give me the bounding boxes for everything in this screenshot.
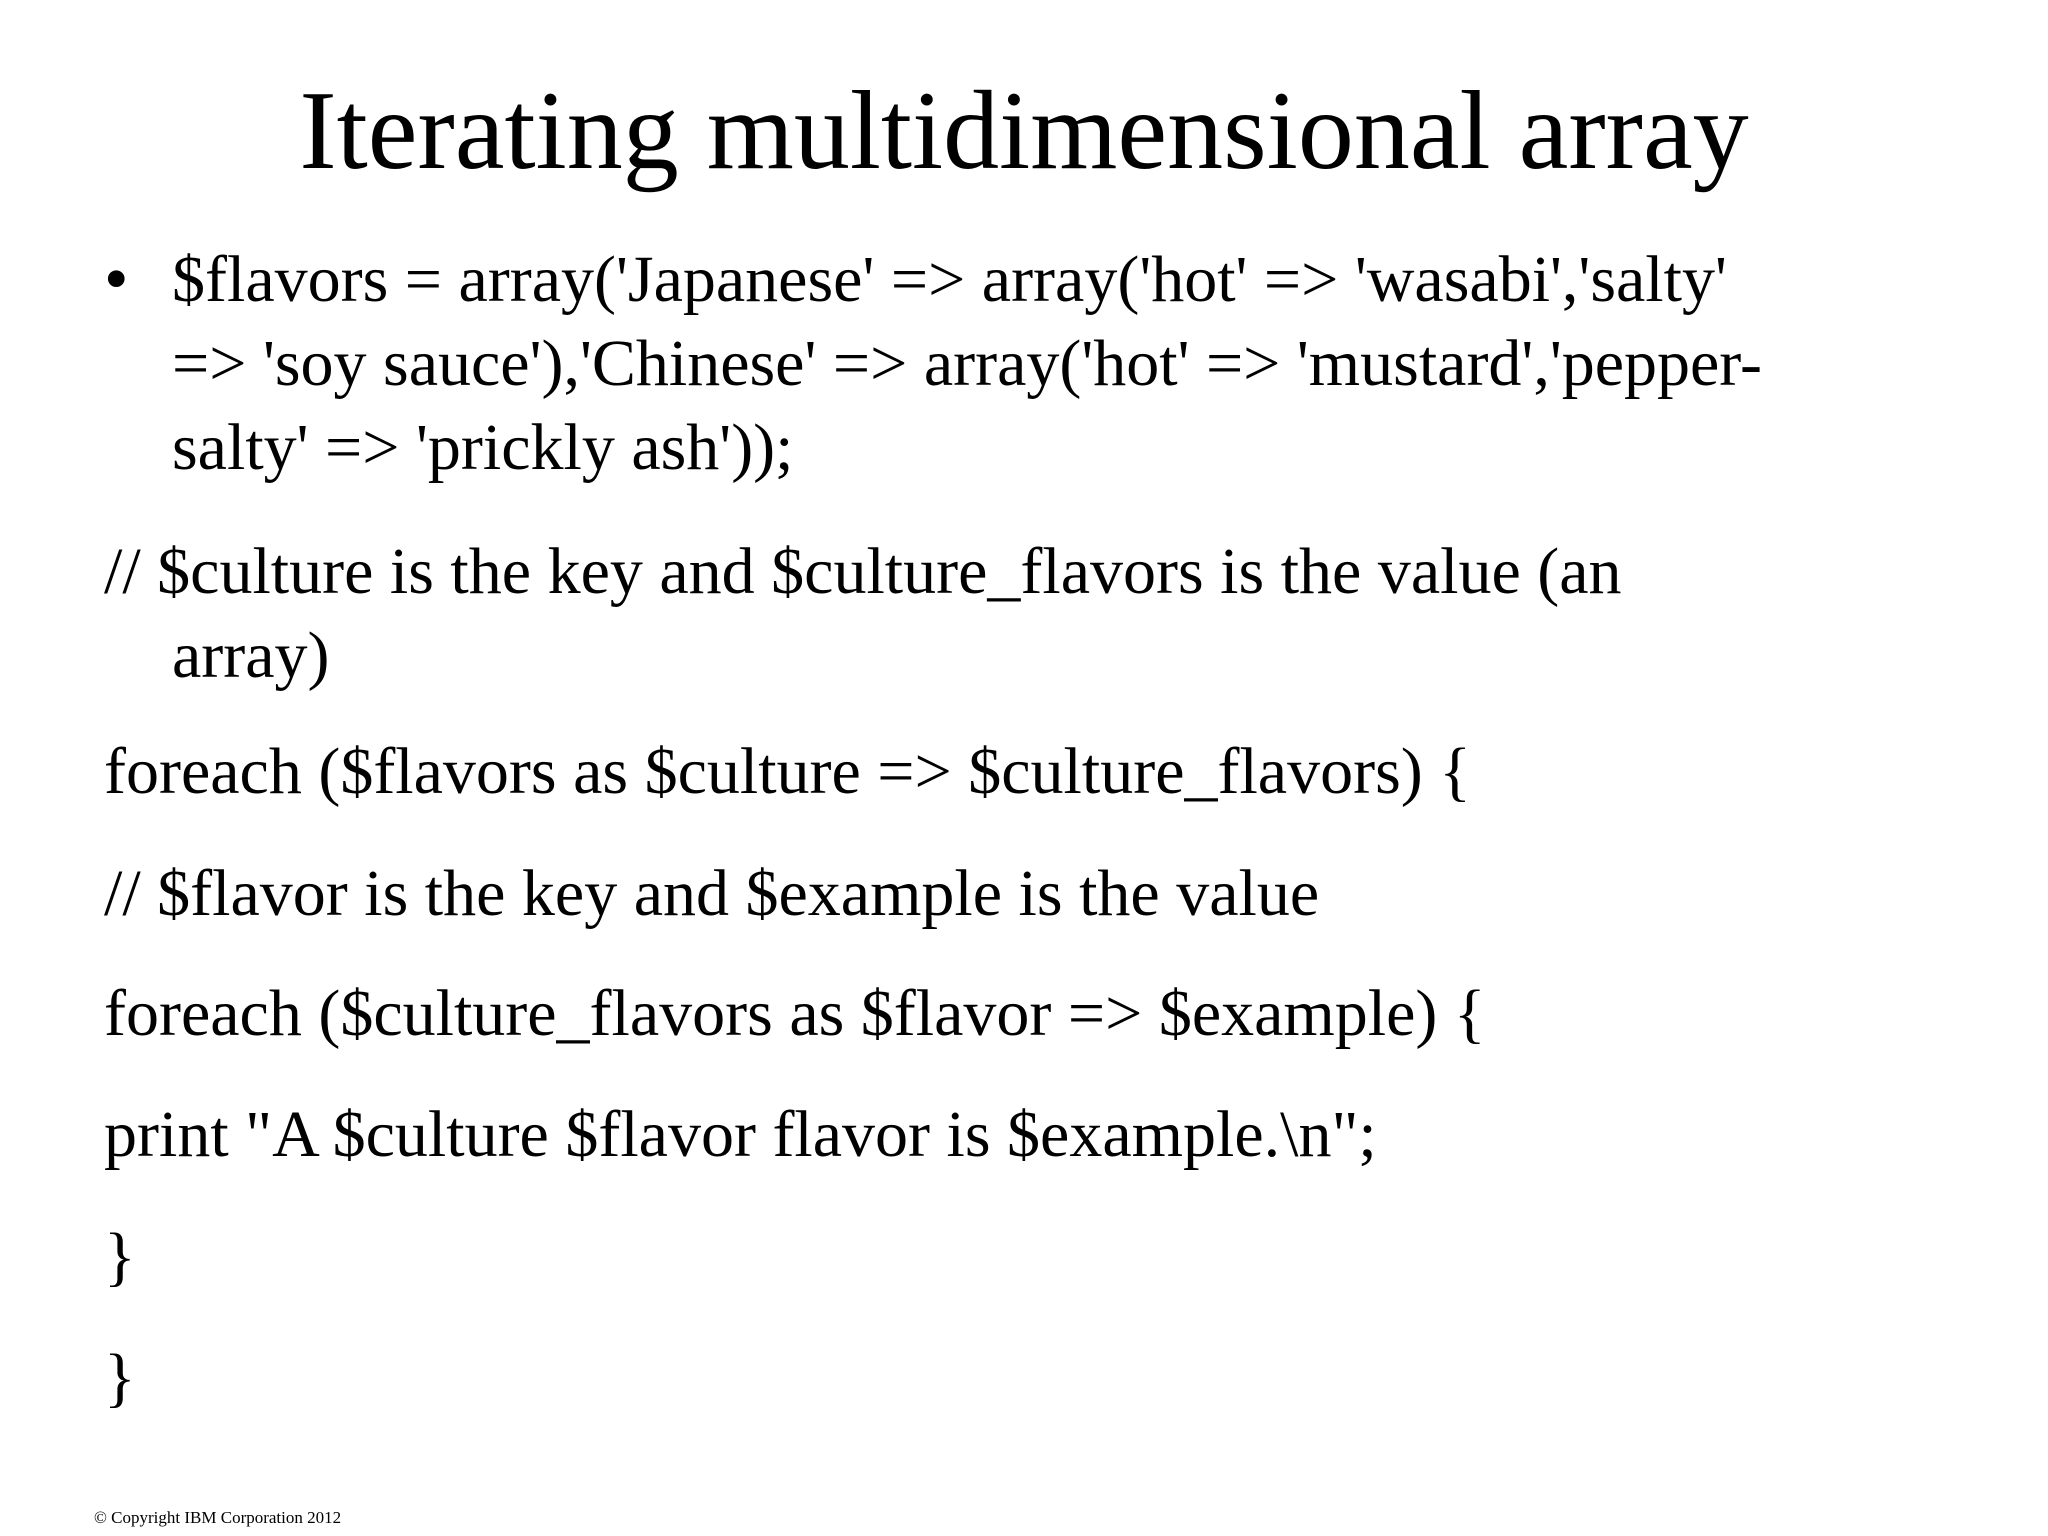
print-line: print "A $culture $flavor flavor is $example.\n"; <box>104 1098 1377 1171</box>
bullet-dot-icon: • <box>104 241 129 318</box>
bullet-line-3: salty' => 'prickly ash')); <box>172 411 794 484</box>
close-outer-brace: } <box>104 1341 136 1414</box>
bullet-line-2: => 'soy sauce'),'Chinese' => array('hot' => 'mustard','pepper- <box>172 327 1762 400</box>
slide-title: Iterating multidimensional array <box>299 69 1749 193</box>
comment-culture <box>104 530 1804 698</box>
copyright-notice: © Copyright IBM Corporation 2012 <box>94 1508 342 1527</box>
bullet-text <box>172 238 1982 490</box>
comment-culture-line-2: array) <box>172 619 330 692</box>
foreach-outer-line: foreach ($flavors as $culture => $culture_flavors) { <box>104 735 1471 808</box>
comment-culture-line-1: // $culture is the key and $culture_flavors is the value (an <box>104 535 1622 608</box>
close-inner-brace: } <box>104 1220 136 1293</box>
comment-flavor-line: // $flavor is the key and $example is the value <box>104 857 1320 930</box>
foreach-inner-line: foreach ($culture_flavors as $flavor => $example) { <box>104 977 1486 1050</box>
bullet-line-1: $flavors = array('Japanese' => array('hot' => 'wasabi','salty' <box>172 243 1727 316</box>
